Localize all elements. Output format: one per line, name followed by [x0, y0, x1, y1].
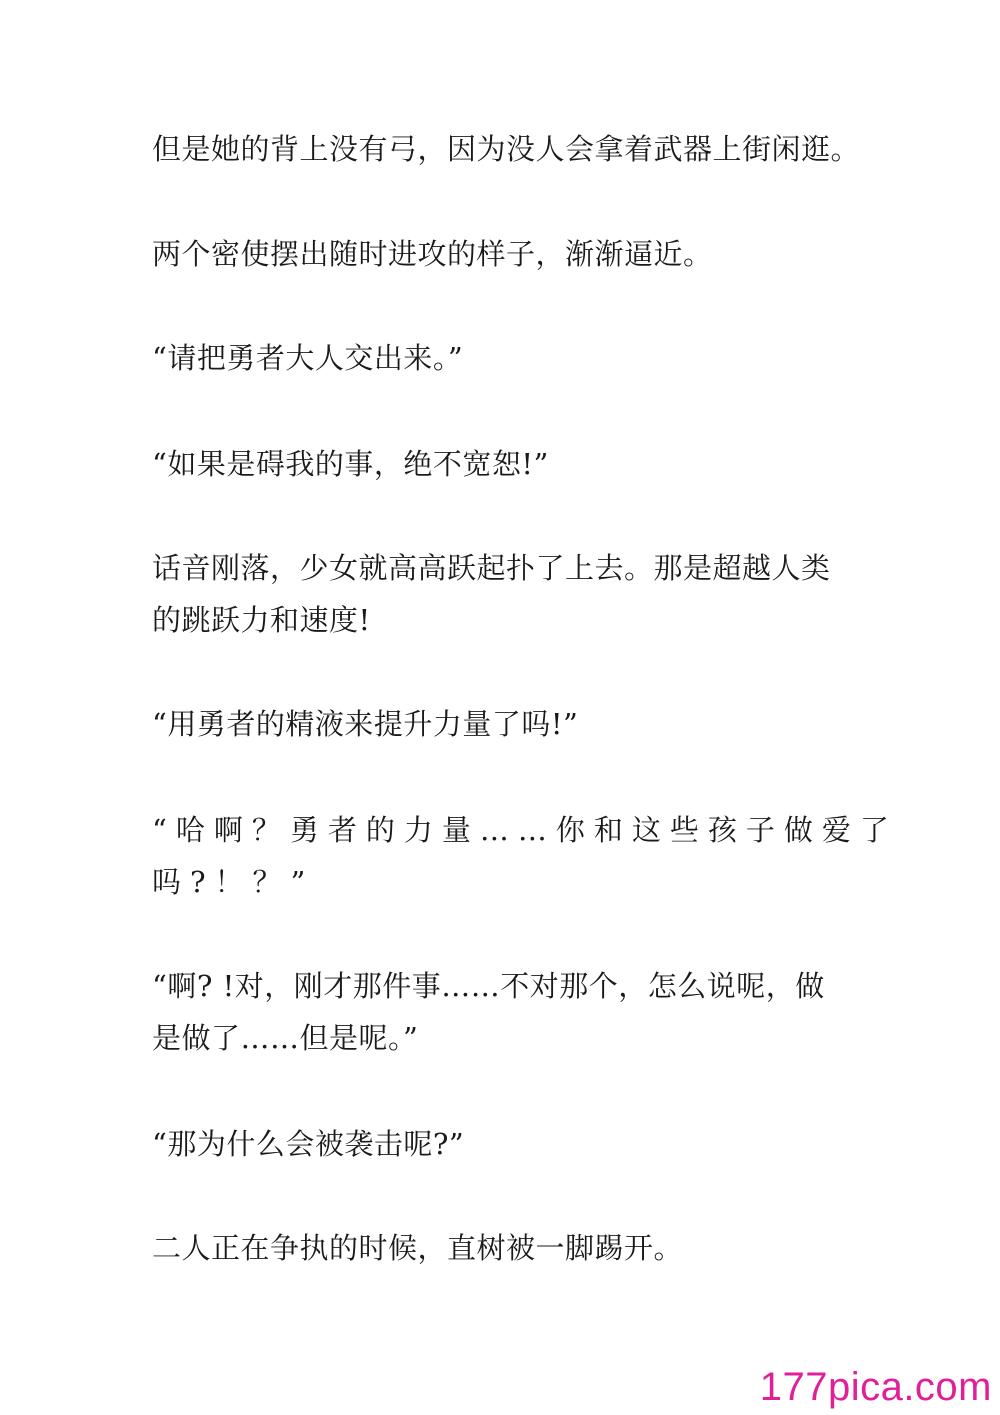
paragraph-line: “如果是碍我的事，绝不宽恕!”: [152, 447, 549, 481]
paragraph-line: 的跳跃力和速度!: [152, 603, 371, 637]
paragraph-4: [152, 438, 852, 490]
paragraph-line: 二人正在争执的时候，直树被一脚踢开。: [152, 1231, 684, 1265]
paragraph-line: “请把勇者大人交出来。”: [152, 341, 464, 375]
paragraph-line: “用勇者的精液来提升力量了吗!”: [152, 707, 579, 741]
watermark: 177pica.com: [759, 1365, 992, 1409]
paragraph-line: 是做了……但是呢。”: [152, 1021, 419, 1055]
paragraph-line: “那为什么会被袭击呢?”: [152, 1127, 465, 1161]
paragraph-3: [152, 332, 852, 384]
paragraph-8: [152, 960, 852, 1064]
paragraph-9: [152, 1118, 852, 1170]
paragraph-line: 两个密使摆出随时进攻的样子，渐渐逼近。: [152, 237, 713, 271]
paragraph-7: [152, 804, 898, 908]
paragraph-line: 话音刚落，少女就高高跃起扑了上去。那是超越人类: [152, 551, 831, 585]
paragraph-6: [152, 698, 852, 750]
paragraph-10: [152, 1222, 852, 1274]
paragraph-line: “啊? !对，刚才那件事……不对那个，怎么说呢，做: [152, 969, 825, 1003]
paragraph-1: [152, 123, 861, 175]
paragraph-line: 但是她的背上没有弓，因为没人会拿着武器上街闲逛。: [152, 132, 861, 166]
paragraph-5: [152, 542, 852, 646]
paragraph-2: [152, 228, 852, 280]
paragraph-line: “哈啊？勇者的力量……你和这些孩子做爱了: [152, 813, 898, 847]
paragraph-line: 吗?！？”: [152, 865, 315, 899]
